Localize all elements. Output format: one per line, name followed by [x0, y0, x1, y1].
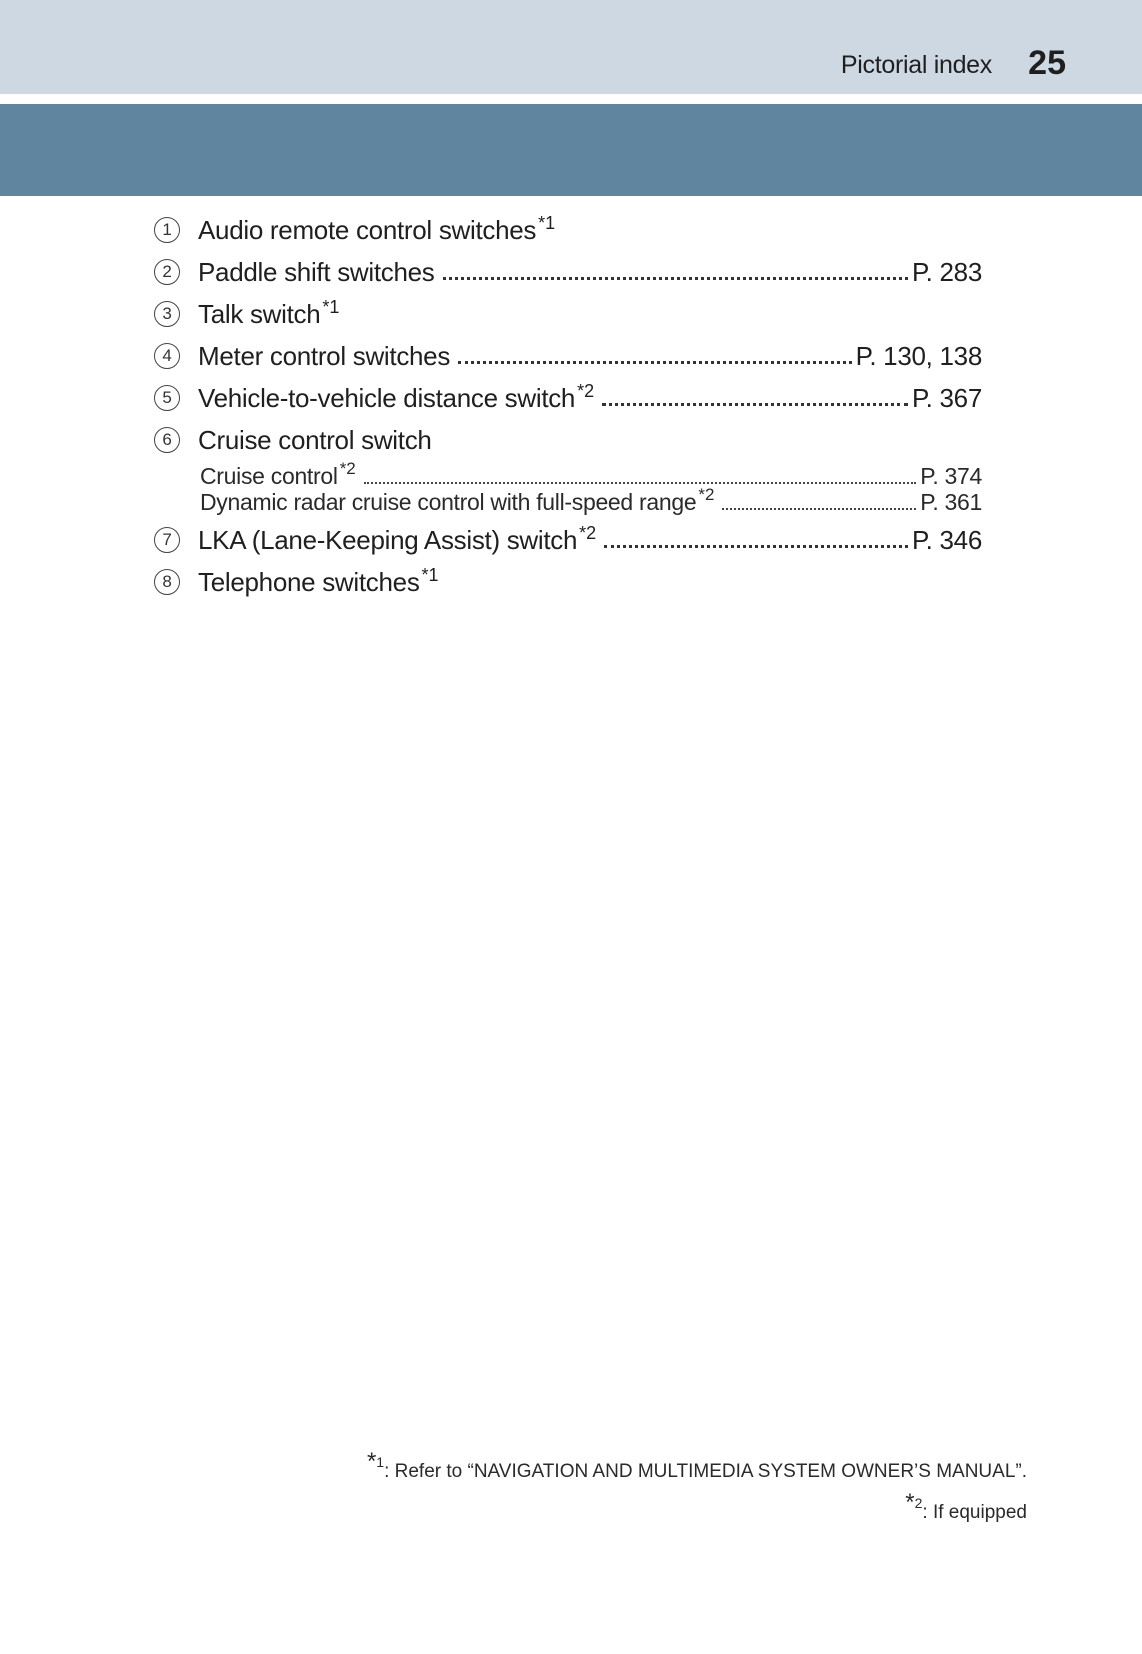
item-number: 1: [154, 217, 180, 243]
page-reference[interactable]: P. 367: [911, 383, 982, 413]
section-title: Pictorial index: [840, 51, 992, 79]
item-note: *1: [538, 213, 556, 233]
sub-item: [200, 485, 982, 516]
item-label: LKA (Lane-Keeping Assist) switch: [198, 525, 578, 555]
item-label: Vehicle-to-vehicle distance switch: [198, 383, 576, 413]
sub-item-label: Cruise control: [200, 463, 338, 489]
item-note: *2: [579, 523, 597, 543]
item-label: Telephone switches: [198, 567, 420, 597]
page-reference[interactable]: P. 130, 138: [855, 341, 982, 371]
sub-item-label: Dynamic radar cruise control with full-speed range: [200, 489, 697, 515]
list-item: [154, 416, 982, 456]
item-number: 7: [154, 527, 180, 553]
title-band: [0, 104, 1142, 196]
item-number: 5: [154, 385, 180, 411]
sub-item-note: *2: [698, 485, 715, 504]
item-label: Meter control switches: [198, 341, 451, 371]
dot-leader: [443, 277, 908, 280]
list-item: [154, 332, 982, 372]
item-label: Audio remote control switches: [198, 215, 537, 245]
footnote-mark: *: [905, 1489, 915, 1516]
footnote: [366, 1448, 1027, 1484]
page-reference[interactable]: P. 283: [911, 257, 982, 287]
page-reference[interactable]: P. 361: [920, 489, 982, 515]
list-item: [154, 516, 982, 556]
item-note: *1: [322, 297, 340, 317]
dot-leader: [458, 361, 852, 364]
sub-item: [200, 459, 982, 490]
footnote-number: 1: [376, 1454, 385, 1470]
dot-leader: [602, 403, 908, 406]
footnote-text: : Refer to “NAVIGATION AND MULTIMEDIA SYSTEM OWNER’S MANUAL”.: [384, 1461, 1027, 1482]
dot-leader: [364, 482, 917, 484]
item-note: *2: [577, 381, 595, 401]
item-number: 8: [154, 569, 180, 595]
item-number: 4: [154, 343, 180, 369]
item-label: Paddle shift switches: [198, 257, 435, 287]
item-label: Talk switch: [198, 299, 321, 329]
item-label: Cruise control switch: [198, 425, 432, 455]
page-reference[interactable]: P. 374: [920, 463, 982, 489]
list-item: [154, 374, 982, 414]
page-number: 25: [1028, 44, 1066, 82]
footnote-text: : If equipped: [922, 1502, 1027, 1523]
dot-leader: [604, 545, 908, 548]
list-item: [154, 290, 982, 330]
footnote-mark: *: [366, 1448, 377, 1475]
sub-item-note: *2: [339, 459, 356, 478]
item-number: 6: [154, 427, 180, 453]
footnote: [905, 1489, 1027, 1525]
list-item: [154, 248, 982, 288]
dot-leader: [722, 508, 916, 510]
header-divider: [0, 94, 1142, 104]
item-number: 3: [154, 301, 180, 327]
footnote-number: 2: [914, 1495, 923, 1511]
item-number: 2: [154, 259, 180, 285]
page-reference[interactable]: P. 346: [911, 525, 982, 555]
item-note: *1: [421, 565, 439, 585]
list-item: [154, 558, 982, 598]
list-item: [154, 206, 982, 246]
